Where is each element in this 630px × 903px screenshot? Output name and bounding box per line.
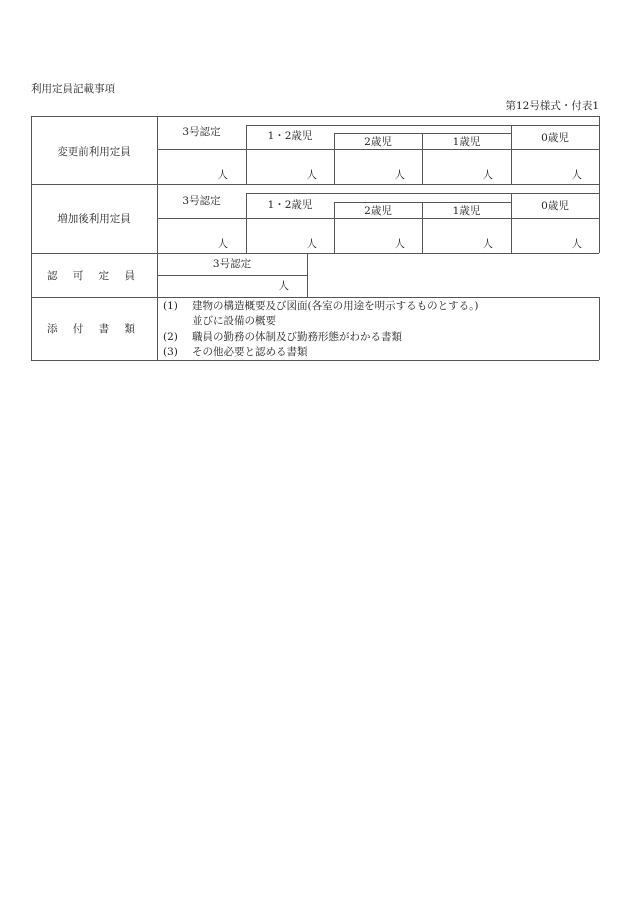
approved-label: 認 可 定 員 xyxy=(46,270,141,282)
after-age12-header: 1・2歳児 xyxy=(267,199,313,211)
after-cert3-header: 3号認定 xyxy=(182,195,221,207)
attachment-2-num: (2) xyxy=(163,331,178,343)
after-age1-header: 1歳児 xyxy=(452,205,481,217)
before-age2-header: 2歳児 xyxy=(364,136,392,148)
after-label: 増加後利用定員 xyxy=(57,213,131,225)
before-age12-value[interactable]: 人 xyxy=(306,169,317,181)
after-age12-value[interactable]: 人 xyxy=(306,238,317,250)
attachment-1-num: (1) xyxy=(163,300,178,312)
after-age2-value[interactable]: 人 xyxy=(394,238,405,250)
before-age12-header: 1・2歳児 xyxy=(267,130,313,142)
attachment-3-text: その他必要と認める書類 xyxy=(192,346,308,358)
approved-cert3-value[interactable]: 人 xyxy=(278,280,289,292)
attachment-2-text: 職員の勤務の体制及び勤務形態がわかる書類 xyxy=(192,331,402,343)
attachment-1-text: 建物の構造概要及び図面(各室の用途を明示するものとする。) xyxy=(192,300,479,312)
attachment-1-cont: 並びに設備の概要 xyxy=(192,315,276,327)
before-cert3-header: 3号認定 xyxy=(182,126,221,138)
before-age1-header: 1歳児 xyxy=(452,136,481,148)
before-age1-value[interactable]: 人 xyxy=(482,169,493,181)
approved-cert3-header: 3号認定 xyxy=(212,258,252,270)
attachment-3-num: (3) xyxy=(163,346,178,358)
after-age0-header: 0歳児 xyxy=(541,200,569,212)
before-label: 変更前利用定員 xyxy=(57,146,131,158)
before-age2-value[interactable]: 人 xyxy=(394,169,405,181)
before-cert3-value[interactable]: 人 xyxy=(217,169,228,181)
after-cert3-value[interactable]: 人 xyxy=(217,238,228,250)
before-age0-value[interactable]: 人 xyxy=(571,169,582,181)
before-age0-header: 0歳児 xyxy=(541,132,569,144)
attachments-label: 添 付 書 類 xyxy=(46,323,141,335)
document-title: 利用定員記載事項 xyxy=(31,83,115,95)
after-age0-value[interactable]: 人 xyxy=(571,238,582,250)
after-age1-value[interactable]: 人 xyxy=(482,238,493,250)
form-number: 第12号様式・付表1 xyxy=(505,100,599,112)
after-age2-header: 2歳児 xyxy=(364,205,392,217)
